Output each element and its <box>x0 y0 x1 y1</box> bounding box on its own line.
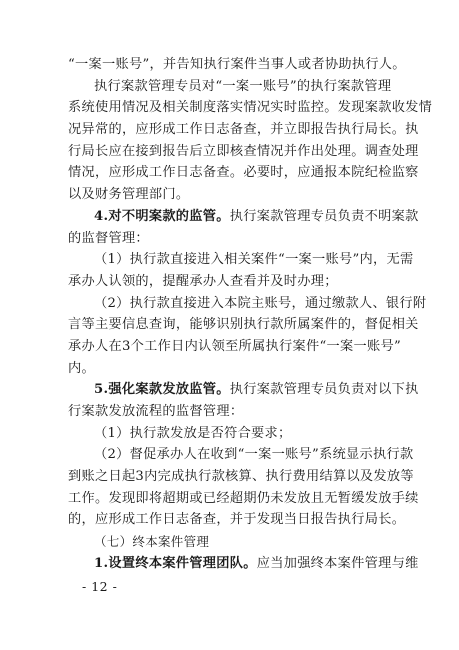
item-4-text: 执行案款管理专员负责不明案款 <box>229 208 419 224</box>
item-4-title: 4.对不明案款的监管。 <box>94 208 230 224</box>
text-line: 承办人认领的，提醒承办人查看并及时办理； <box>68 273 338 289</box>
text-line: 情况，应形成工作日志备查。必要时，应通报本院纪检监察 <box>68 165 419 181</box>
text-line: 言等主要信息查询，能够识别执行款所属案件的，督促相关 <box>68 317 419 333</box>
text-line: “一案一账号”，并告知执行案件当事人或者协助执行人。 <box>68 57 406 72</box>
text-line: （1）执行款发放是否符合要求； <box>94 425 292 441</box>
text-line: 内。 <box>68 360 95 376</box>
text-line: 行局长应在接到报告后立即核查情况并作出处理。调查处理 <box>68 143 419 159</box>
item-1-line <box>68 553 419 575</box>
item-5-line <box>68 379 419 401</box>
text-line: 的监督管理： <box>68 230 149 246</box>
text-line: （1）执行款直接进入相关案件“一案一账号”内，无需 <box>94 252 414 268</box>
text-line: 到账之日起3内完成执行款核算、执行费用结算以及发放等 <box>68 469 414 485</box>
item-1-title: 1.设置终本案件管理团队。 <box>94 555 257 571</box>
text-line: 行案款发放流程的监督管理： <box>68 404 244 419</box>
text-line: 况异常的，应形成工作日志备查，并立即报告执行局长。执 <box>68 122 419 138</box>
text-line: 的，应形成工作日志备查，并于发现当日报告执行局长。 <box>68 512 406 528</box>
text-line: 系统使用情况及相关制度落实情况实时监控。发现案款收发情 <box>68 100 433 116</box>
text-line: 承办人在3个工作日内认领至所属执行案件“一案一账号” <box>68 338 401 354</box>
text-line: （2）执行款直接进入本院主账号，通过缴款人、银行附 <box>94 295 427 311</box>
item-1-text: 应当加强终本案件管理与维 <box>256 555 419 571</box>
page-number: - 12 - <box>82 579 118 594</box>
item-5-text: 执行案款管理专员负责对以下执 <box>229 382 419 398</box>
text-line: 执行案款管理专员对“一案一账号”的执行案款管理 <box>94 78 392 94</box>
text-line: （2）督促承办人在收到“一案一账号”系统显示执行款 <box>94 447 414 463</box>
document-body <box>68 54 433 575</box>
text-line: 工作。发现即将超期或已经超期仍未发放且无暂缓发放手续 <box>68 490 419 506</box>
text-line: 以及财务管理部门。 <box>68 187 190 203</box>
item-5-title: 5.强化案款发放监管。 <box>94 382 230 398</box>
section-heading: （七）终本案件管理 <box>94 534 210 550</box>
item-4-line <box>68 206 419 228</box>
